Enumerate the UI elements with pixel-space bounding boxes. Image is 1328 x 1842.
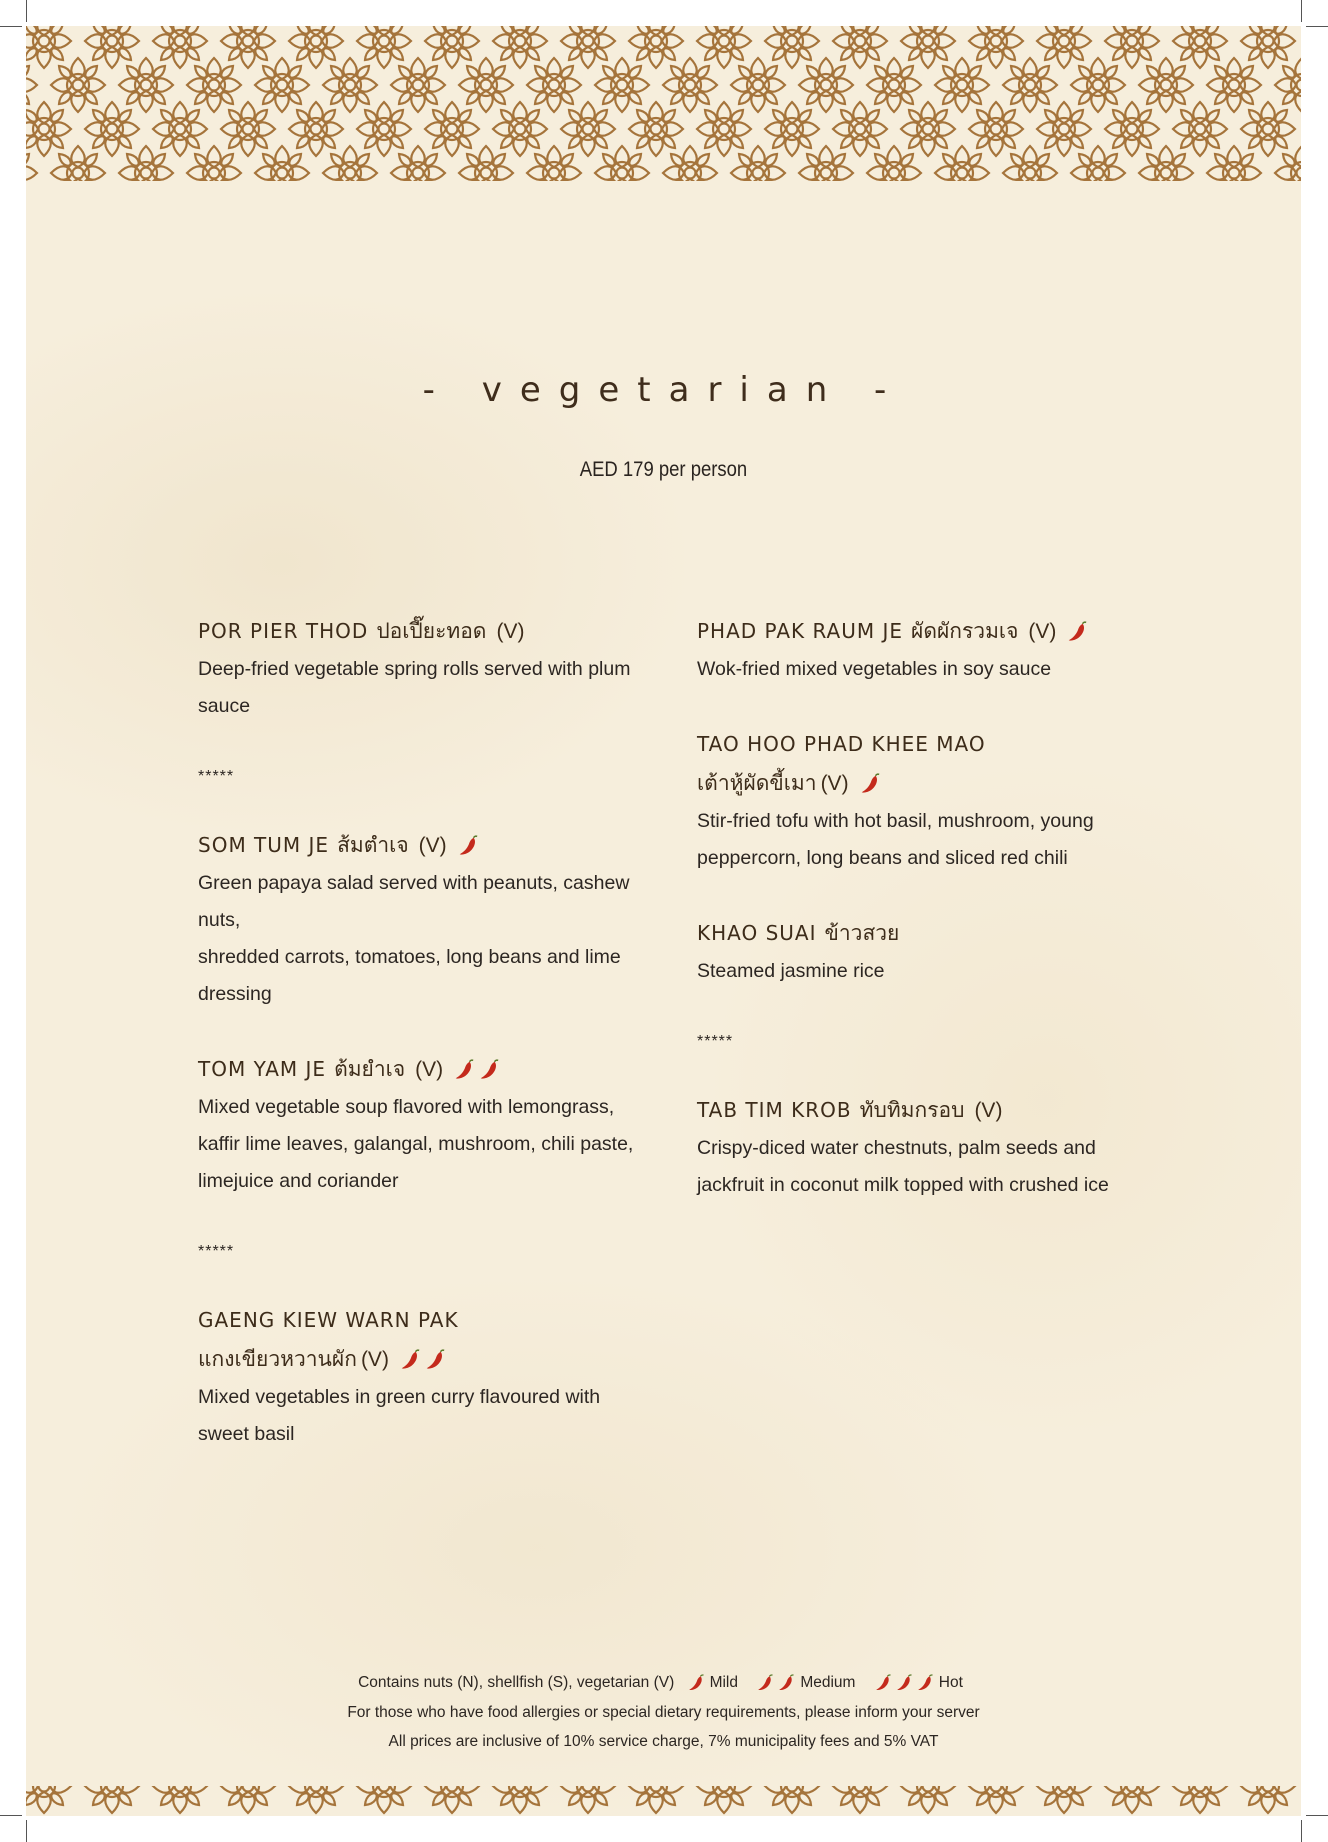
dish-description: Stir-fried tofu with hot basil, mushroom, young xyxy=(697,810,1094,832)
dish-thai-name: ทับทิมกรอบ xyxy=(859,1098,965,1122)
separator: ***** xyxy=(198,768,235,785)
dish-description: jackfruit in coconut milk topped with crushed ice xyxy=(697,1174,1109,1196)
legend-chili-icon xyxy=(872,1674,939,1691)
dish-tag: (V) xyxy=(820,772,849,795)
dish-name: PHAD PAK RAUM JE xyxy=(697,619,904,643)
separator: ***** xyxy=(198,1243,235,1260)
legend-medium: Medium xyxy=(800,1674,856,1692)
dish-item xyxy=(697,612,1167,688)
dish-column-left xyxy=(198,612,668,1490)
dish-description: Steamed jasmine rice xyxy=(697,960,885,982)
legend-hot: Hot xyxy=(938,1674,963,1692)
legend-text: Contains nuts (N), shellfish (S), vegetarian (V) xyxy=(358,1674,675,1692)
dish-item xyxy=(697,1091,1167,1204)
chili-pepper-icon xyxy=(874,1674,935,1692)
legend xyxy=(26,1674,1301,1692)
dish-header xyxy=(697,725,1167,764)
thai-flower-pattern-top xyxy=(26,26,1301,181)
dish-description: peppercorn, long beans and sliced red chili xyxy=(697,847,1068,869)
menu-page xyxy=(26,26,1301,1816)
dish-name: POR PIER THOD xyxy=(198,619,369,643)
dish-name: TAO HOO PHAD KHEE MAO xyxy=(697,732,986,756)
price-note: All prices are inclusive of 10% service charge, 7% municipality fees and 5% VAT xyxy=(388,1733,939,1750)
dish-description: shredded carrots, tomatoes, long beans and lime xyxy=(198,946,621,968)
menu-price: AED 179 per person xyxy=(579,458,748,481)
dish-thai-name: เต้าหู้ผัดขี้เมา xyxy=(697,771,817,795)
dish-item xyxy=(198,612,668,725)
dish-item xyxy=(697,914,1167,990)
dish-header xyxy=(697,914,1167,953)
dish-thai-name: ปอเปี๊ยะทอด xyxy=(376,619,487,643)
dish-description: dressing xyxy=(198,983,272,1005)
legend-chili-icon xyxy=(754,1674,800,1691)
dish-item xyxy=(697,725,1167,877)
dish-thai-name: ข้าวสวย xyxy=(824,921,900,945)
dish-name: SOM TUM JE xyxy=(198,833,330,857)
dish-description: Wok-fried mixed vegetables in soy sauce xyxy=(697,658,1052,680)
dish-tag: (V) xyxy=(496,620,525,643)
dish-header xyxy=(198,1301,668,1340)
dish-thai-name: ส้มตำเจ xyxy=(337,833,409,857)
dish-name: GAENG KIEW WARN PAK xyxy=(198,1308,459,1332)
menu-title: - vegetarian - xyxy=(422,370,905,410)
dish-name: KHAO SUAI xyxy=(697,921,817,945)
dish-description: Mixed vegetable soup flavored with lemongrass, xyxy=(198,1096,615,1118)
dish-header xyxy=(198,612,668,651)
dish-column-right xyxy=(697,612,1167,1241)
dish-description: Green papaya salad served with peanuts, cashew nuts, xyxy=(198,872,630,931)
dish-item xyxy=(198,826,668,1013)
dish-header xyxy=(697,1091,1167,1130)
allergy-note: For those who have food allergies or special dietary requirements, please inform your server xyxy=(347,1704,980,1721)
dish-name: TAB TIM KROB xyxy=(697,1098,852,1122)
dish-thai-name: แกงเขียวหวานผัก xyxy=(198,1347,357,1371)
chili-pepper-icon xyxy=(1066,621,1089,643)
dish-item xyxy=(198,1301,668,1453)
chili-pepper-icon xyxy=(399,1349,447,1371)
dish-header-thai xyxy=(697,764,1167,803)
dish-description: Mixed vegetables in green curry flavoured with xyxy=(198,1386,601,1408)
dish-description: limejuice and coriander xyxy=(198,1170,399,1192)
dish-description: sauce xyxy=(198,695,251,717)
dish-description: Crispy-diced water chestnuts, palm seeds and xyxy=(697,1137,1096,1159)
dish-thai-name: ต้มยำเจ xyxy=(334,1057,406,1081)
dish-header xyxy=(198,1050,668,1089)
chili-pepper-icon xyxy=(756,1674,796,1692)
dish-description: sweet basil xyxy=(198,1423,295,1445)
legend-chili-icon xyxy=(685,1674,710,1691)
dish-tag: (V) xyxy=(415,1058,444,1081)
dish-name: TOM YAM JE xyxy=(198,1057,327,1081)
separator: ***** xyxy=(697,1033,734,1050)
dish-header xyxy=(198,826,668,865)
chili-pepper-icon xyxy=(457,835,480,857)
dish-item xyxy=(198,1050,668,1200)
chili-pepper-icon xyxy=(859,773,882,795)
dish-description: kaffir lime leaves, galangal, mushroom, chili paste, xyxy=(198,1133,634,1155)
dish-header-thai xyxy=(198,1340,668,1379)
chili-pepper-icon xyxy=(687,1674,706,1692)
dish-header xyxy=(697,612,1167,651)
thai-flower-pattern-bottom xyxy=(26,1756,1301,1816)
legend-mild: Mild xyxy=(709,1674,738,1692)
dish-description: Deep-fried vegetable spring rolls served with plum xyxy=(198,658,631,680)
dish-tag: (V) xyxy=(1028,620,1057,643)
dish-tag: (V) xyxy=(974,1099,1003,1122)
dish-tag: (V) xyxy=(418,834,447,857)
dish-thai-name: ผัดผักรวมเจ xyxy=(911,619,1019,643)
dish-tag: (V) xyxy=(360,1348,389,1371)
chili-pepper-icon xyxy=(453,1059,501,1081)
